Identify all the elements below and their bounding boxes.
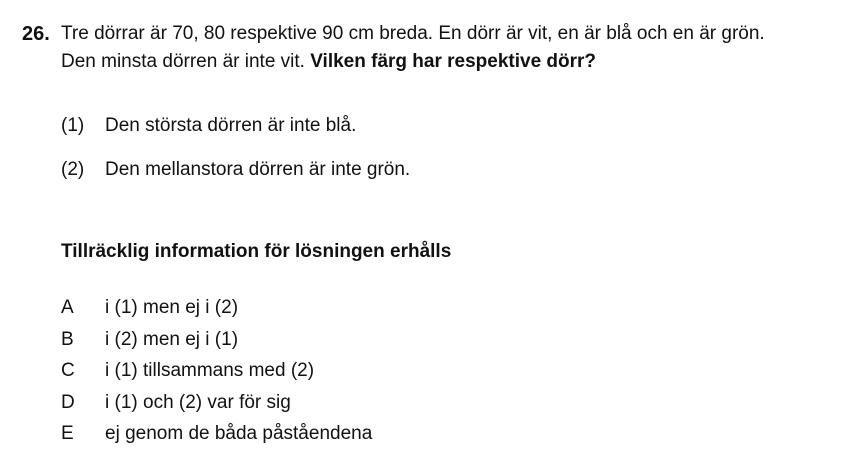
option-text: i (1) men ej i (2) xyxy=(105,297,239,318)
statement-number: (1) xyxy=(61,115,85,136)
question-line-1: Tre dörrar är 70, 80 respektive 90 cm breda. En dörr är vit, en är blå och en är grön. xyxy=(61,23,765,44)
option-letter: A xyxy=(61,297,74,318)
question-prompt: Vilken färg har respektive dörr? xyxy=(310,51,597,72)
question-number: 26. xyxy=(22,23,50,45)
info-heading: Tillräcklig information för lösningen erhålls xyxy=(61,241,452,262)
question-line-2 xyxy=(61,48,841,76)
option-text: i (1) tillsammans med (2) xyxy=(105,360,315,381)
statement-number: (2) xyxy=(61,159,85,180)
option-letter: D xyxy=(61,391,75,413)
option-text: i (2) men ej i (1) xyxy=(105,328,239,350)
option-letter: C xyxy=(61,360,75,381)
option-text: i (1) och (2) var för sig xyxy=(105,391,291,413)
option-text: ej genom de båda påståendena xyxy=(105,423,373,444)
statement-text: Den största dörren är inte blå. xyxy=(105,115,357,136)
statement-text: Den mellanstora dörren är inte grön. xyxy=(105,159,411,180)
question-text xyxy=(61,20,841,76)
option-letter: B xyxy=(61,328,74,350)
question-premise: Den minsta dörren är inte vit. xyxy=(61,51,311,72)
option-letter: E xyxy=(61,423,74,444)
